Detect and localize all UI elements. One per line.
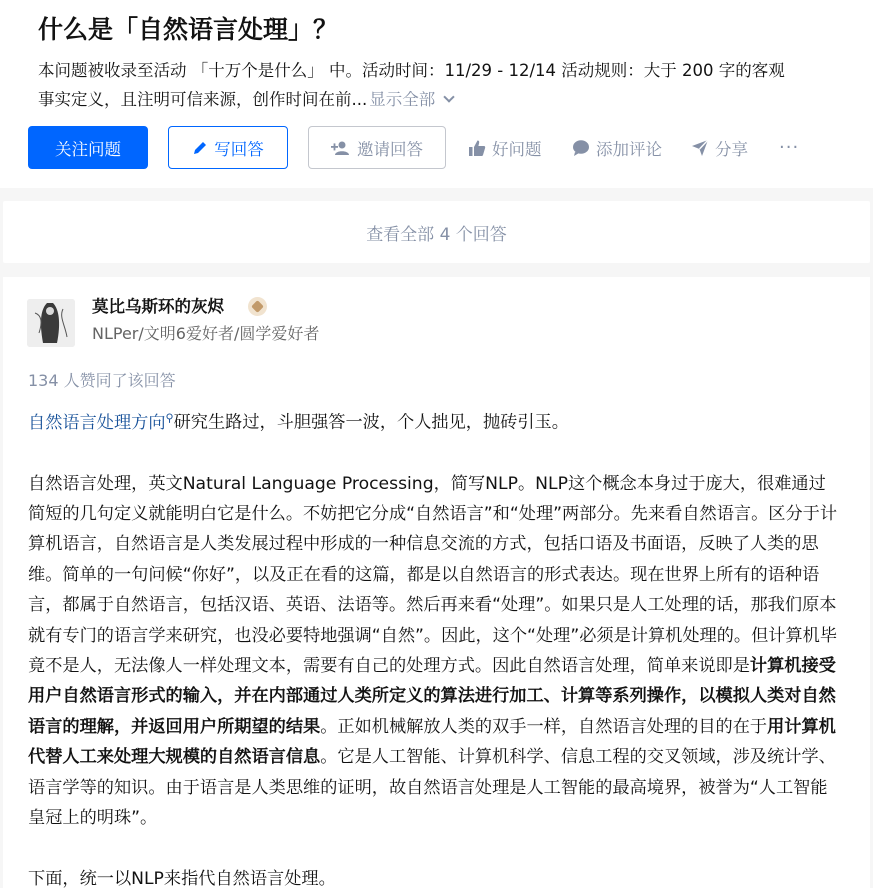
vote-count: 134 人赞同了该回答 bbox=[28, 371, 176, 390]
description-line-2 bbox=[38, 86, 873, 115]
question-header bbox=[0, 0, 873, 188]
share-button[interactable] bbox=[691, 126, 748, 169]
invite-label: 邀请回答 bbox=[357, 139, 423, 159]
thumbs-up-icon bbox=[468, 139, 486, 157]
add-user-icon bbox=[331, 140, 351, 156]
paragraph-next: 下面，统一以NLP来指代自然语言处理。 bbox=[28, 868, 336, 888]
add-comment-button[interactable] bbox=[572, 126, 662, 169]
badge-icon bbox=[248, 297, 267, 316]
paragraph-intro bbox=[28, 403, 840, 438]
intro-text: 研究生路过，斗胆强答一波，个人拙见，抛砖引玉。 bbox=[173, 412, 569, 433]
definition-text-d: 。它是人工智能、计算机科学、信息工程的交叉领域，涉及统计学、语言学等的知识。由于语言是人类思维的证明，故自然语言处理是人工智能的最高境界，被誉为“人工智能皇冠上的明珠”。 bbox=[28, 747, 836, 828]
answer-card bbox=[3, 277, 870, 888]
show-all-button[interactable] bbox=[369, 90, 453, 109]
paper-plane-icon bbox=[691, 139, 709, 157]
comment-icon bbox=[572, 139, 590, 157]
question-description bbox=[38, 57, 873, 114]
share-label: 分享 bbox=[715, 139, 748, 159]
answer-content bbox=[28, 403, 840, 888]
more-icon: ··· bbox=[779, 137, 800, 158]
chevron-down-icon bbox=[444, 91, 455, 102]
invite-answer-button[interactable] bbox=[308, 126, 446, 169]
topic-link[interactable] bbox=[28, 413, 174, 433]
definition-bold-1: 计算机接受用户自然语言形式的输入，并在内部通过人类所定义的算法进行加工、计算等系列操作，以模拟人类对自然语言的理解，并返回用户所期望的结果 bbox=[28, 655, 836, 737]
description-text: 事实定义，且注明可信来源，创作时间在前... bbox=[38, 89, 368, 109]
view-all-label: 查看全部 4 个回答 bbox=[366, 224, 507, 245]
definition-text-c: 。正如机械解放人类的双手一样，自然语言处理的目的在于 bbox=[320, 716, 768, 737]
question-title[interactable]: 什么是「自然语言处理」？ bbox=[38, 15, 339, 44]
write-answer-button[interactable] bbox=[168, 126, 288, 169]
definition-bold-2: 用计算机代替人工来处理大规模的自然语言信息 bbox=[28, 716, 836, 768]
good-question-label: 好问题 bbox=[492, 139, 542, 159]
topic-link-label: 自然语言处理方向 bbox=[28, 412, 166, 433]
author-bio: NLPer/文明6爱好者/圆学爱好者 bbox=[92, 324, 320, 343]
add-comment-label: 添加评论 bbox=[596, 139, 662, 159]
avatar[interactable] bbox=[27, 299, 75, 347]
show-all-label: 显示全部 bbox=[369, 89, 436, 109]
paragraph-definition bbox=[28, 469, 840, 834]
pencil-icon bbox=[192, 140, 208, 156]
follow-question-button[interactable] bbox=[28, 126, 148, 169]
search-icon: ⚲ bbox=[165, 411, 174, 424]
description-line-1: 本问题被收录至活动 「十万个是什么」 中。活动时间：11/29 - 12/14 活动规则：大于 200 字的客观 bbox=[38, 61, 785, 80]
good-question-button[interactable] bbox=[468, 126, 542, 169]
question-actions bbox=[28, 126, 873, 169]
view-all-answers-button[interactable] bbox=[3, 201, 870, 263]
more-button[interactable] bbox=[779, 126, 799, 169]
follow-label: 关注问题 bbox=[55, 139, 121, 159]
write-label: 写回答 bbox=[214, 139, 264, 159]
definition-text-a: 自然语言处理，英文Natural Language Processing，简写NLP。NLP这个概念本身过于庞大，很难通过简短的几句定义就能明白它是什么。不妨把它分成“自然语言”和“处理”两部分。先来看自然语言。区分于计算机语言，自然语言是人类发展过程中形成的一种信息交流的方式，包括口语及书面语，反映了人类的思维。简单的一句问候“你好”，以及正在看的这篇，都是以自然语言的形式表达。现在世界上所有的语种语言，都属于自然语言，包括汉语、英语、法语等。然后再来看“处理”。如果只是人工处理的话，那我们原本就有专门的语言学来研究，也没必要特地强调“自然”。因此，这个“处理”必须是计算机处理的。但计算机毕竟不是人，无法像人一样处理文本，需要有自己的处理方式。因此自然语言处理，简单来说即是 bbox=[28, 473, 838, 676]
author-name[interactable]: 莫比乌斯环的灰烬 bbox=[92, 297, 224, 316]
